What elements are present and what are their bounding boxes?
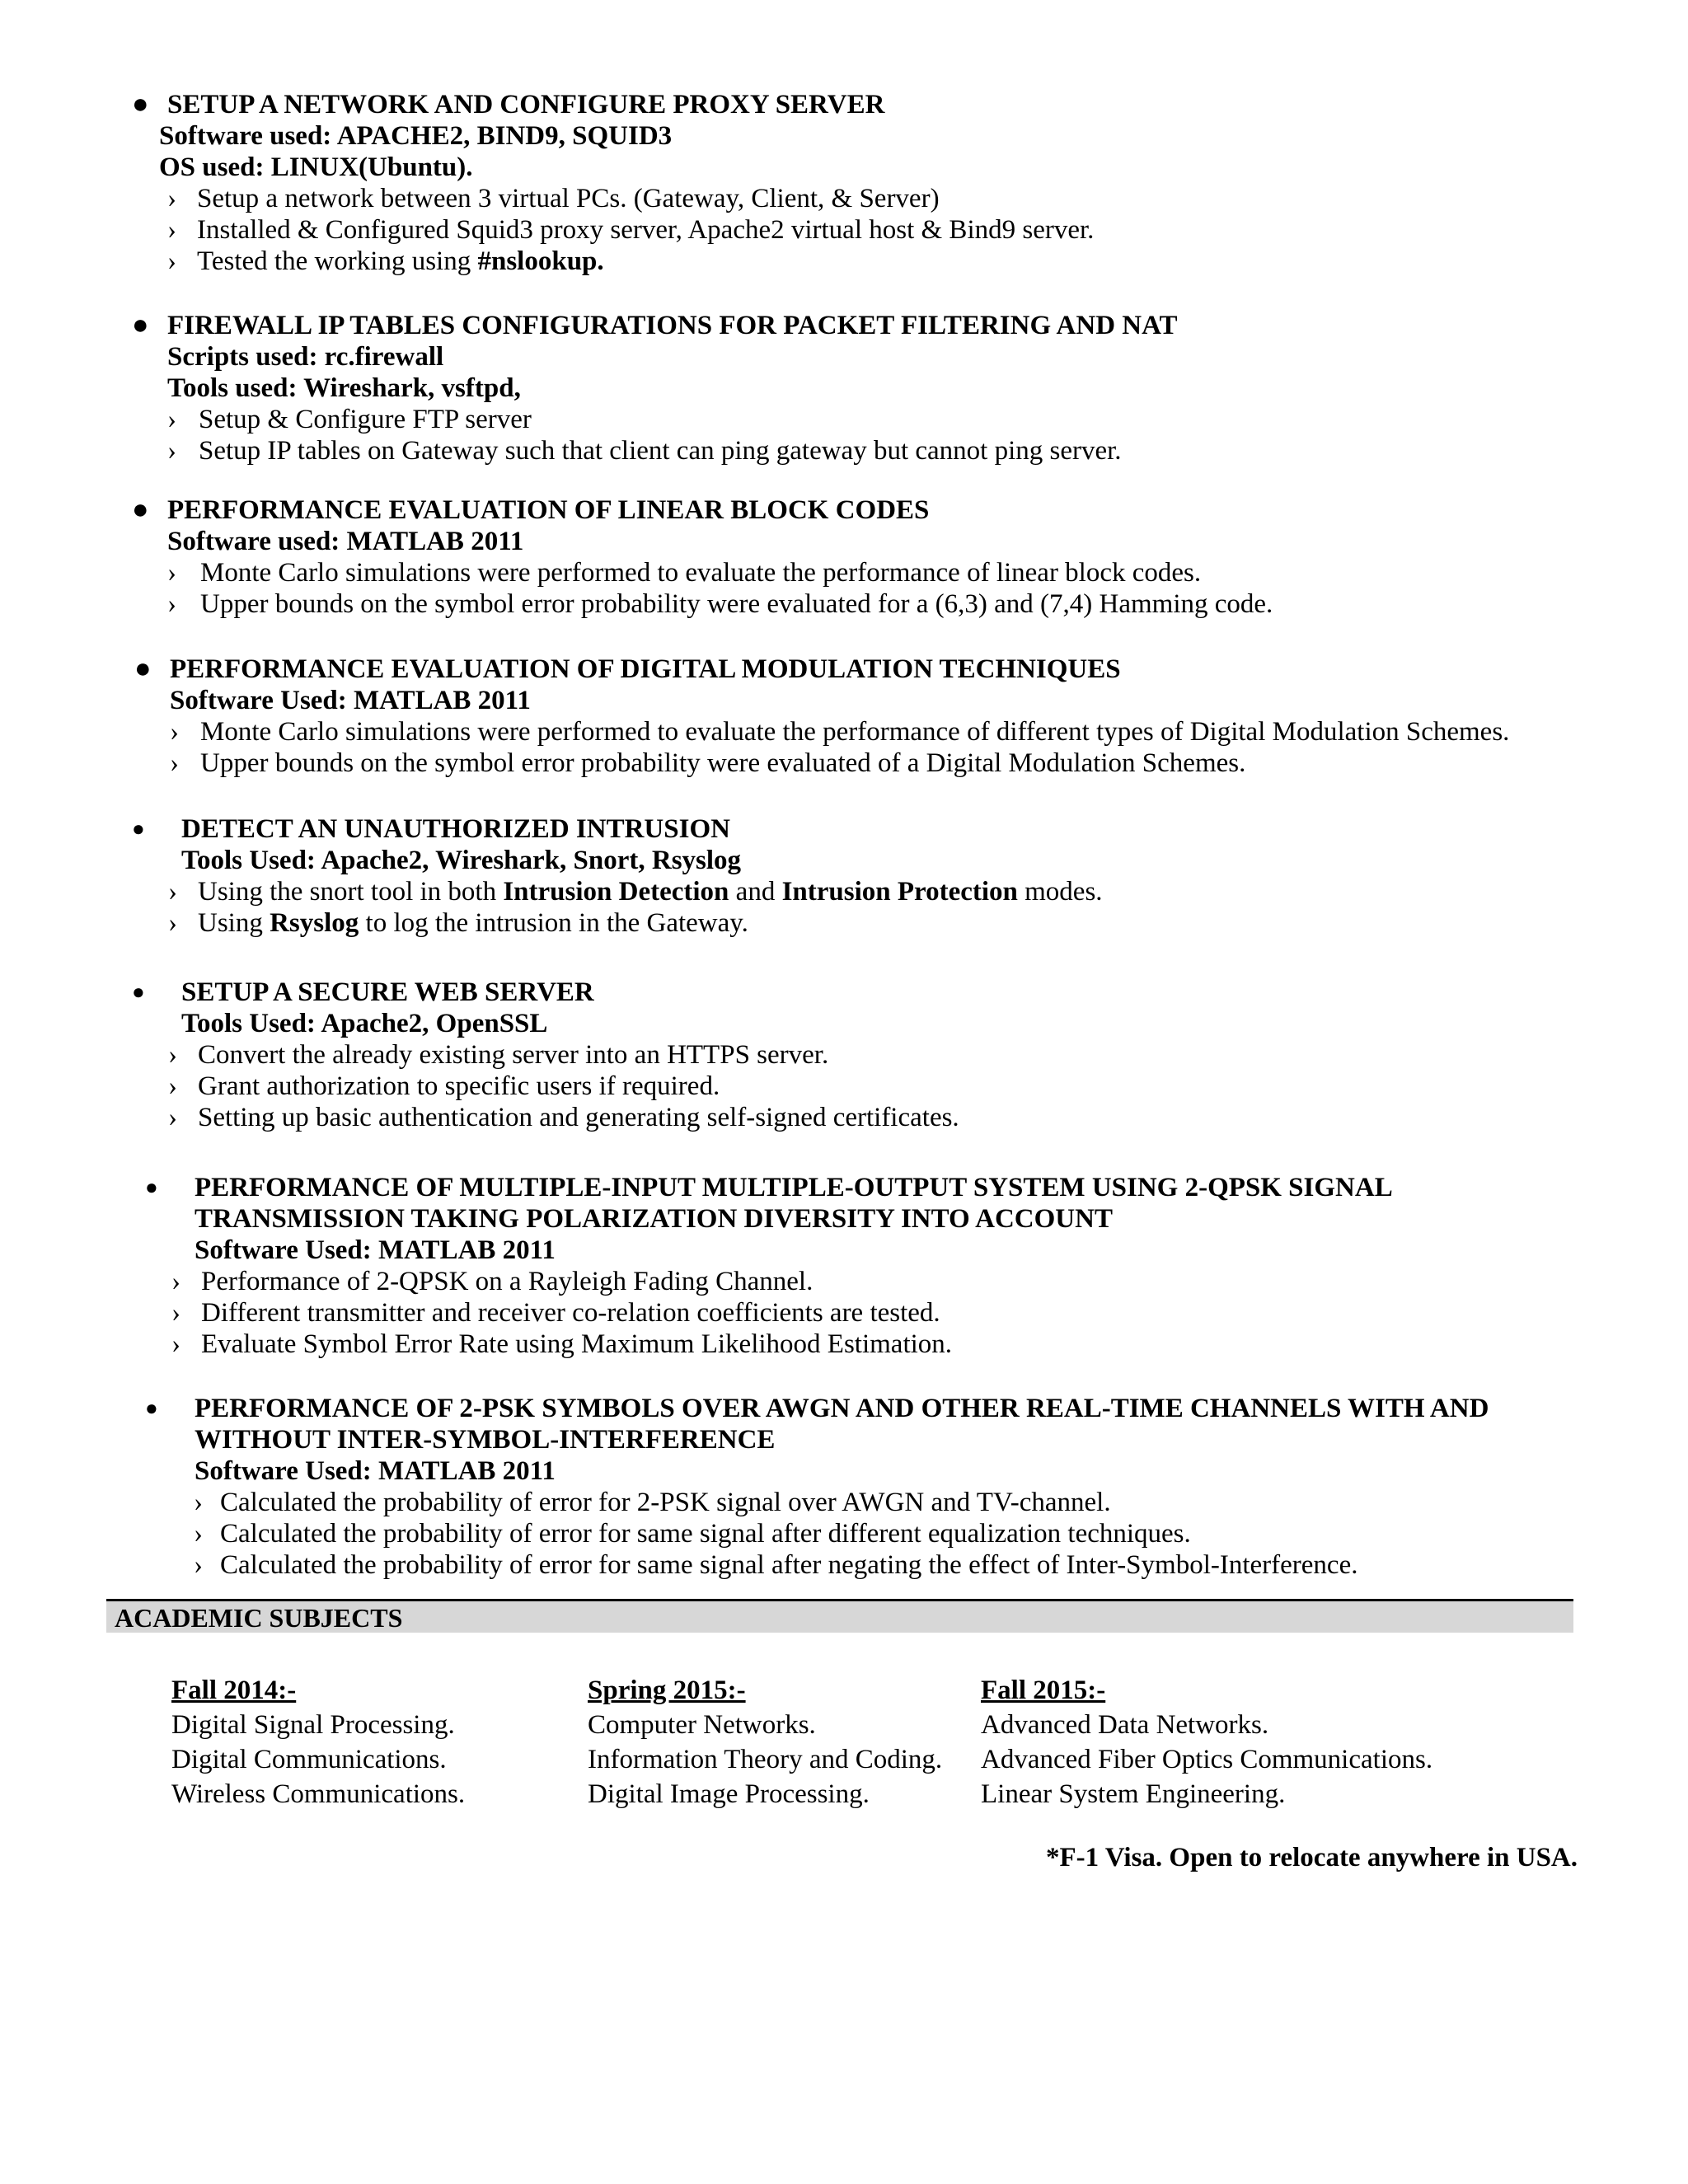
chevron-icon: › — [168, 1103, 177, 1132]
list-item: › Performance of 2-QPSK on a Rayleigh Fading Channel. — [171, 1267, 814, 1296]
project-mimo-qpsk — [0, 1172, 1615, 1360]
list-item: › Using the snort tool in both Intrusion Detection and Intrusion Protection modes. — [168, 877, 1103, 907]
chevron-icon: › — [171, 1267, 181, 1296]
project-2psk-awgn — [0, 1393, 1615, 1581]
project-title: FIREWALL IP TABLES CONFIGURATIONS FOR PACKET FILTERING AND NAT — [167, 311, 1178, 340]
academic-section-header — [106, 1599, 1573, 1633]
bullet-icon: ● — [145, 1175, 158, 1199]
list-item: › Setting up basic authentication and generating self-signed certificates. — [168, 1103, 959, 1132]
bullet-icon: ● — [132, 494, 149, 525]
chevron-icon: › — [167, 246, 176, 276]
term-heading: Fall 2014:- — [171, 1675, 297, 1705]
course-item: Digital Image Processing. — [588, 1779, 870, 1809]
project-title: PERFORMANCE EVALUATION OF DIGITAL MODULATION TECHNIQUES — [170, 654, 1121, 684]
chevron-icon: › — [171, 1329, 181, 1359]
chevron-icon: › — [168, 877, 177, 907]
list-item: › Using Rsyslog to log the intrusion in the Gateway. — [168, 908, 748, 938]
chevron-icon: › — [167, 405, 176, 434]
list-item: › Setup IP tables on Gateway such that client can ping gateway but cannot ping server. — [167, 436, 1122, 466]
bullet-icon: ● — [132, 89, 149, 120]
list-item: › Installed & Configured Squid3 proxy server, Apache2 virtual host & Bind9 server. — [167, 215, 1095, 245]
project-digital-modulation — [0, 654, 1615, 779]
bullet-icon: ● — [145, 1396, 158, 1420]
course-item: Linear System Engineering. — [981, 1779, 1286, 1809]
project-meta: Software Used: MATLAB 2011 — [170, 686, 531, 715]
term-column-spring-2015 — [588, 1673, 942, 1811]
project-title: SETUP A SECURE WEB SERVER — [181, 977, 594, 1007]
course-item: Information Theory and Coding. — [588, 1745, 943, 1774]
bullet-icon: ● — [134, 654, 152, 684]
chevron-icon: › — [194, 1488, 203, 1517]
bullet-icon: ● — [132, 817, 145, 841]
chevron-icon: › — [167, 184, 176, 213]
list-item: › Calculated the probability of error for same signal after negating the effect of Inter-Symbol-Interference. — [194, 1550, 1358, 1580]
list-item: › Calculated the probability of error for same signal after different equalization techniques. — [194, 1519, 1191, 1549]
course-item: Advanced Data Networks. — [981, 1710, 1269, 1740]
list-item: › Calculated the probability of error for 2-PSK signal over AWGN and TV-channel. — [194, 1488, 1111, 1517]
project-meta: Tools Used: Apache2, Wireshark, Snort, Rsyslog — [181, 846, 742, 875]
list-item: › Tested the working using #nslookup. — [167, 246, 604, 276]
list-item: › Evaluate Symbol Error Rate using Maximum Likelihood Estimation. — [171, 1329, 953, 1359]
chevron-icon: › — [167, 589, 176, 619]
chevron-icon: › — [168, 1040, 177, 1070]
term-heading: Fall 2015:- — [981, 1675, 1106, 1705]
list-item: › Setup & Configure FTP server — [167, 405, 532, 434]
project-secure-web-server — [0, 977, 1615, 1133]
project-firewall — [0, 310, 1615, 466]
course-item: Wireless Communications. — [171, 1779, 466, 1809]
term-heading: Spring 2015:- — [588, 1675, 746, 1705]
project-meta: Tools used: Wireshark, vsftpd, — [167, 373, 521, 403]
chevron-icon: › — [194, 1550, 203, 1580]
project-linear-block-codes — [0, 494, 1615, 620]
term-column-fall-2014 — [171, 1673, 465, 1811]
project-meta: Software used: APACHE2, BIND9, SQUID3 — [159, 121, 673, 151]
project-network-proxy — [0, 89, 1615, 277]
course-item: Advanced Fiber Optics Communications. — [981, 1745, 1433, 1774]
chevron-icon: › — [171, 1298, 181, 1328]
list-item: › Convert the already existing server into an HTTPS server. — [168, 1040, 829, 1070]
project-meta: OS used: LINUX(Ubuntu). — [159, 152, 473, 182]
project-meta: Tools Used: Apache2, OpenSSL — [181, 1009, 548, 1038]
project-title: PERFORMANCE OF 2-PSK SYMBOLS OVER AWGN AND OTHER REAL-TIME CHANNELS WITH AND WITHOUT INTER-SYMBOL-INTERFERENCE — [195, 1394, 1489, 1455]
chevron-icon: › — [167, 436, 176, 466]
list-item: › Setup a network between 3 virtual PCs. (Gateway, Client, & Server) — [167, 184, 940, 213]
chevron-icon: › — [168, 1071, 177, 1101]
chevron-icon: › — [170, 748, 179, 778]
chevron-icon: › — [168, 908, 177, 938]
list-item: › Upper bounds on the symbol error probability were evaluated for a (6,3) and (7,4) Hamming code. — [167, 589, 1273, 619]
chevron-icon: › — [167, 215, 176, 245]
term-column-fall-2015 — [981, 1673, 1432, 1811]
visa-note: *F-1 Visa. Open to relocate anywhere in USA. — [1046, 1843, 1578, 1872]
chevron-icon: › — [194, 1519, 203, 1549]
bullet-icon: ● — [132, 980, 145, 1004]
project-title: SETUP A NETWORK AND CONFIGURE PROXY SERVER — [167, 90, 885, 120]
bullet-icon: ● — [132, 310, 149, 340]
project-meta: Scripts used: rc.firewall — [167, 342, 444, 372]
project-meta: Software used: MATLAB 2011 — [167, 527, 524, 556]
course-item: Digital Signal Processing. — [171, 1710, 455, 1740]
project-title: PERFORMANCE EVALUATION OF LINEAR BLOCK CODES — [167, 495, 930, 525]
project-title: DETECT AN UNAUTHORIZED INTRUSION — [181, 814, 730, 844]
course-item: Digital Communications. — [171, 1745, 447, 1774]
project-title: PERFORMANCE OF MULTIPLE-INPUT MULTIPLE-OUTPUT SYSTEM USING 2-QPSK SIGNAL TRANSMISSION TAKING POLARIZATION DIVERSITY INTO ACCOUNT — [195, 1173, 1391, 1234]
list-item: › Grant authorization to specific users if required. — [168, 1071, 720, 1101]
list-item: › Monte Carlo simulations were performed to evaluate the performance of linear block codes. — [167, 558, 1202, 588]
list-item: › Monte Carlo simulations were performed to evaluate the performance of different types of Digital Modulation Schemes. — [170, 717, 1510, 747]
chevron-icon: › — [167, 558, 176, 588]
list-item: › Different transmitter and receiver co-relation coefficients are tested. — [171, 1298, 940, 1328]
course-item: Computer Networks. — [588, 1710, 816, 1740]
section-title: ACADEMIC SUBJECTS — [115, 1603, 403, 1633]
chevron-icon: › — [170, 717, 179, 747]
project-meta: Software Used: MATLAB 2011 — [195, 1456, 556, 1486]
project-meta: Software Used: MATLAB 2011 — [195, 1235, 556, 1265]
list-item: › Upper bounds on the symbol error probability were evaluated of a Digital Modulation Schemes. — [170, 748, 1246, 778]
project-intrusion — [0, 813, 1615, 939]
